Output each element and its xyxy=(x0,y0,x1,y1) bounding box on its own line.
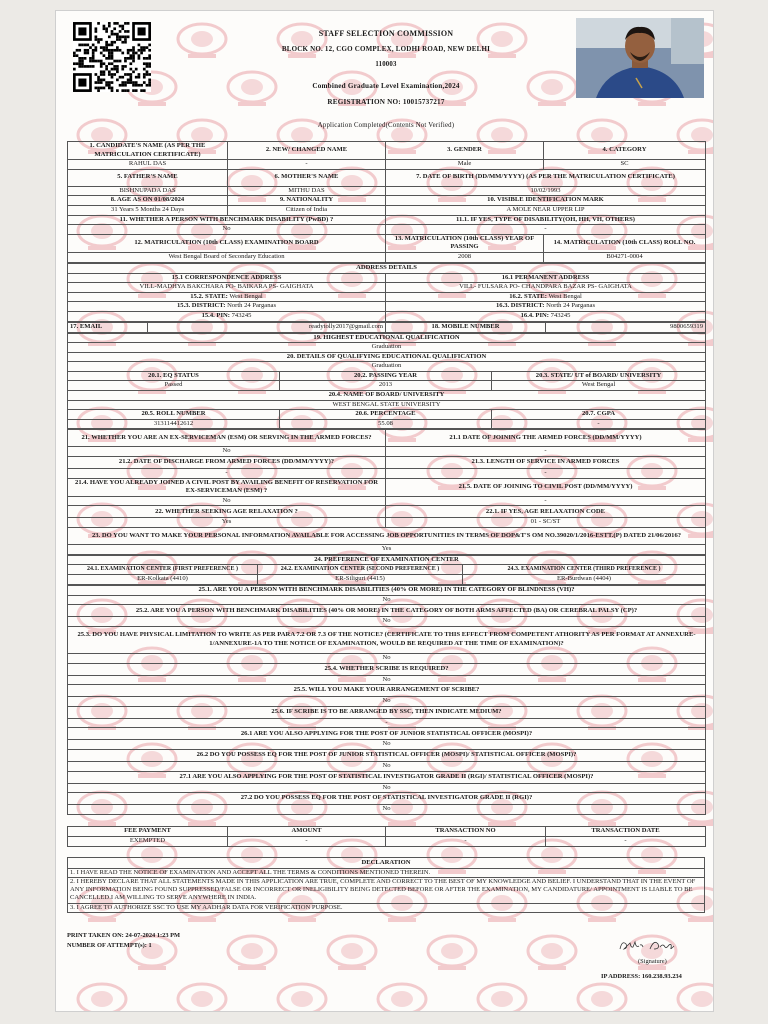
category-value: SC xyxy=(544,160,706,170)
civil-post-value: No xyxy=(68,496,386,506)
declaration-item: 1. I HAVE READ THE NOTICE OF EXAMINATION AND ACCEPT ALL THE TERMS & CONDITIONS MENTIONED THEREIN. xyxy=(68,868,705,877)
ip-address: IP ADDRESS: 160.238.93.234 xyxy=(601,973,682,980)
header-ex-serviceman: 21. WHETHER YOU ARE AN EX-SERVICEMAN (ESM) OR SERVING IN THE ARMED FORCES? xyxy=(68,430,386,447)
answer-26-2: No xyxy=(68,761,706,771)
emblem-watermark-mark xyxy=(278,984,326,1012)
mobile-value: 9800659319 xyxy=(546,322,706,332)
attempt-count: NUMBER OF ATTEMPT(s): 1 xyxy=(67,942,152,949)
header-board-state: 20.3. STATE/ UT of BOARD/ UNIVERSITY xyxy=(492,371,706,381)
emblem-watermark-mark xyxy=(178,984,226,1012)
address-table xyxy=(67,263,706,322)
label: 16.3. DISTRICT: xyxy=(495,302,545,310)
answer-27-1: No xyxy=(68,783,706,793)
relaxation-code: 01 - SC/ST xyxy=(386,518,706,528)
correspondence-district: North 24 Parganas xyxy=(227,302,277,310)
header-center-third: 24.3. EXAMINATION CENTER (THIRD PREFERENCE ) xyxy=(463,565,706,575)
permanent-pin: 743245 xyxy=(550,311,571,319)
email-value: readytolly2017@gmail.com xyxy=(148,322,386,332)
correspondence-state: West Bengal xyxy=(229,292,263,300)
question-26-2: 26.2 DO YOU POSSESS EQ FOR THE POST OF JUNIOR STATISTICAL OFFICER (MOSPI)/ STATISTICAL OFFICER (MOSPI)? xyxy=(68,749,706,761)
permanent-address: VILL- FULSARA PO- CHANDPARA BAZAR PS- GAIGHATA xyxy=(386,283,706,293)
header-civil-post-date: 21.5. DATE OF JOINING TO CIVIL POST (DD/MM/YYYY) xyxy=(386,478,706,496)
qualifying-details: Graduation xyxy=(68,362,706,372)
header-cgpa: 20.7. CGPA xyxy=(492,410,706,420)
declaration-title: DECLARATION xyxy=(68,857,705,868)
answer-25-2: No xyxy=(68,617,706,627)
share-information-value: Yes xyxy=(68,545,706,555)
candidate-name: RAHUL DAS xyxy=(68,160,228,170)
header-discharge-date: 21.2. DATE OF DISCHARGE FROM ARMED FORCES (DD/MM/YYYY)? xyxy=(68,457,386,469)
header-matric-board: 12. MATRICULATION (10th CLASS) EXAMINATION BOARD xyxy=(68,234,386,252)
header-changed-name: 2. NEW/ CHANGED NAME xyxy=(228,142,386,160)
header-center-first: 24.1. EXAMINATION CENTER (FIRST PREFERENCE ) xyxy=(68,565,258,575)
header-correspondence-address: 15.1 CORRESPONDENCE ADDRESS xyxy=(68,273,386,283)
application-status: Application Completed(Contents Not Verified) xyxy=(317,122,455,129)
correspondence-pin: 743245 xyxy=(231,311,252,319)
education-table xyxy=(67,333,706,430)
commission-name: STAFF SELECTION COMMISSION xyxy=(318,29,454,38)
permanent-pin-row xyxy=(386,311,706,321)
emblem-watermark-mark xyxy=(428,936,476,970)
form-body xyxy=(56,141,706,913)
ex-serviceman-value: No xyxy=(68,447,386,457)
declaration-table xyxy=(67,857,705,913)
fee-table xyxy=(67,826,706,847)
board-state: West Bengal xyxy=(492,381,706,391)
header-mobile: 18. MOBILE NUMBER xyxy=(386,322,546,332)
correspondence-state-row xyxy=(68,292,386,302)
header-civil-post: 21.4. HAVE YOU ALREADY JOINED A CIVIL POST BY AVAILING BENEFIT OF RESERVATION FOR EX-SERVICEMAN (ESM) ? xyxy=(68,478,386,496)
header-eq-status: 20.1. EQ STATUS xyxy=(68,371,280,381)
header-transaction-no: TRANSACTION NO xyxy=(386,826,546,836)
correspondence-district-row xyxy=(68,302,386,312)
header-mother-name: 6. MOTHER'S NAME xyxy=(228,169,386,186)
permanent-district-row xyxy=(386,302,706,312)
service-table xyxy=(67,429,706,554)
answer-26-1: No xyxy=(68,740,706,750)
header-roll-number: 20.5. ROLL NUMBER xyxy=(68,410,280,420)
label: 16.2. STATE: xyxy=(509,292,547,300)
percentage: 55.08 xyxy=(280,419,492,429)
signature-label: (Signature) xyxy=(638,958,667,965)
question-25-5: 25.5. WILL YOU MAKE YOUR ARRANGEMENT OF SCRIBE? xyxy=(68,685,706,697)
nationality-value: Citizen of India xyxy=(228,205,386,215)
header-highest-qualification: 19. HIGHEST EDUCATIONAL QUALIFICATION xyxy=(68,333,706,343)
application-form-sheet xyxy=(55,10,714,1012)
answer-25-5: No xyxy=(68,697,706,707)
dob-value: 10/02/1993 xyxy=(386,186,706,196)
question-27-2: 27.2 DO YOU POSSESS EQ FOR THE POST OF STATISTICAL INVESTIGATOR GRADE II (RGI)? xyxy=(68,793,706,805)
qr-code-icon xyxy=(73,22,151,92)
header-exam-center: 24. PREFERENCE OF EXAMINATION CENTER xyxy=(68,555,706,565)
emblem-watermark-mark xyxy=(228,936,276,970)
registration-number: REGISTRATION NO: 10015737217 xyxy=(327,98,445,106)
candidate-photo xyxy=(576,18,704,98)
question-25-1: 25.1. ARE YOU A PERSON WITH BENCHMARK DISABILITIES (40% OR MORE) IN THE CATEGORY OF BLINDNESS (VH)? xyxy=(68,585,706,595)
answer-25-4: No xyxy=(68,675,706,685)
header-age: 8. AGE AS ON 01/08/2024 xyxy=(68,196,228,206)
age-value: 31 Years 5 Months 24 Days xyxy=(68,205,228,215)
mother-name: MITHU DAS xyxy=(228,186,386,196)
age-relaxation-value: Yes xyxy=(68,518,386,528)
correspondence-pin-row xyxy=(68,311,386,321)
question-26-1: 26.1 ARE YOU ALSO APPLYING FOR THE POST OF JUNIOR STATISTICAL OFFICER (MOSPI)? xyxy=(68,728,706,740)
father-name: BISHNUPADA DAS xyxy=(68,186,228,196)
pwbd-value: No xyxy=(68,225,386,235)
question-25-2: 25.2. ARE YOU A PERSON WITH BENCHMARK DISABILITIES (40% OR MORE) IN THE CATEGORY OF BOTH ARMS AFFECTED (BA) OR CEREBRAL PALSY (CP)? xyxy=(68,605,706,617)
label: 15.2. STATE: xyxy=(190,292,228,300)
eq-status: Passed xyxy=(68,381,280,391)
emblem-watermark-mark xyxy=(78,984,126,1012)
highest-qualification: Graduation xyxy=(68,343,706,353)
identification-mark: A MOLE NEAR UPPER LIP xyxy=(386,205,706,215)
emblem-watermark-mark xyxy=(578,984,626,1012)
questions-table xyxy=(67,585,706,815)
service-length: - xyxy=(386,469,706,479)
answer-25-1: No xyxy=(68,595,706,605)
header-university: 20.4. NAME OF BOARD/ UNIVERSITY xyxy=(68,391,706,401)
header-pwbd: 11. WHETHER A PERSON WITH BENCHMARK DISABILITY (PwBD) ? xyxy=(68,215,386,225)
header-joining-date: 21.1 DATE OF JOINING THE ARMED FORCES (DD/MM/YYYY) xyxy=(386,430,706,447)
question-25-4: 25.4. WHETHER SCRIBE IS REQUIRED? xyxy=(68,663,706,675)
header-service-length: 21.3. LENGTH OF SERVICE IN ARMED FORCES xyxy=(386,457,706,469)
header-transaction-date: TRANSACTION DATE xyxy=(546,826,706,836)
cgpa: - xyxy=(492,419,706,429)
permanent-state: West Bengal xyxy=(548,292,582,300)
matric-roll: B04271-0004 xyxy=(544,252,706,262)
matric-year: 2008 xyxy=(386,252,544,262)
correspondence-address: VILL-MADHYA BAKCHARA PO- BAIKARA PS- GAIGHATA xyxy=(68,283,386,293)
header-matric-roll: 14. MATRICULATION (10th CLASS) ROLL NO. xyxy=(544,234,706,252)
civil-post-date: - xyxy=(386,496,706,506)
answer-25-6: - xyxy=(68,718,706,728)
emblem-watermark-mark xyxy=(678,984,714,1012)
header-percentage: 20.6. PERCENTAGE xyxy=(280,410,492,420)
changed-name: - xyxy=(228,160,386,170)
answer-25-3: No xyxy=(68,653,706,663)
university-name: WEST BENGAL STATE UNIVERSITY xyxy=(68,400,706,410)
header-fee-payment: FEE PAYMENT xyxy=(68,826,228,836)
address-section-title: ADDRESS DETAILS xyxy=(68,263,706,273)
emblem-watermark-mark xyxy=(378,984,426,1012)
transaction-date: - xyxy=(546,836,706,846)
passing-year: 2013 xyxy=(280,381,492,391)
emblem-watermark-mark xyxy=(528,936,576,970)
roll-number: 313114412612 xyxy=(68,419,280,429)
signature-image xyxy=(616,936,686,954)
fee-payment: EXEMPTED xyxy=(68,836,228,846)
commission-pin: 110003 xyxy=(375,61,397,68)
header-father-name: 5. FATHER'S NAME xyxy=(68,169,228,186)
emblem-watermark-mark xyxy=(328,936,376,970)
header-qualifying-details: 20. DETAILS OF QUALIFYING EDUCATIONAL QUALIFICATION xyxy=(68,352,706,362)
permanent-state-row xyxy=(386,292,706,302)
declaration-item: 2. I HEREBY DECLARE THAT ALL STATEMENTS MADE IN THIS APPLICATION ARE TRUE, COMPLETE AND CORRECT TO THE BEST OF MY KNOWLEDGE AND BELIEF. I UNDERSTAND THAT IN THE EVENT OF ANY INFORMATION BEING FOUND SUPPRESSED/FALSE OR INCORRECT OR INELIGIBILITY BEING DETECTED BEFORE OR AFTER THE EXAMINATION, MY CANDIDATURE/ APPOINTMENT IS LIABLE TO BE CANCELLED.I AM WILLING TO SERVE ANYWHERE IN INDIA. xyxy=(68,877,705,903)
exam-name: Combined Graduate Level Examination,2024 xyxy=(312,82,460,90)
permanent-district: North 24 Parganas xyxy=(546,302,596,310)
header-permanent-address: 16.1 PERMANENT ADDRESS xyxy=(386,273,706,283)
personal-details-table xyxy=(67,141,706,263)
header-pwbd-type: 11.1. IF YES, TYPE OF DISABILITY(OH, HH, VH, OTHERS) xyxy=(386,215,706,225)
label: 15.4. PIN: xyxy=(201,311,230,319)
header-passing-year: 20.2. PASSING YEAR xyxy=(280,371,492,381)
center-first: ER-Kolkata (4410) xyxy=(68,575,258,585)
pwbd-type-value: - xyxy=(386,225,706,235)
discharge-date: - xyxy=(68,469,386,479)
header-category: 4. CATEGORY xyxy=(544,142,706,160)
commission-address: BLOCK NO. 12, CGO COMPLEX, LODHI ROAD, NEW DELHI xyxy=(281,45,491,53)
header-matric-year: 13. MATRICULATION (10th CLASS) YEAR OF PASSING xyxy=(386,234,544,252)
header-candidate-name: 1. CANDIDATE'S NAME (AS PER THE MATRICULATION CERTIFICATE) xyxy=(68,142,228,160)
header-nationality: 9. NATIONALITY xyxy=(228,196,386,206)
label: 15.3. DISTRICT: xyxy=(176,302,226,310)
question-27-1: 27.1 ARE YOU ALSO APPLYING FOR THE POST OF STATISTICAL INVESTIGATOR GRADE II (RGI)/ STATISTICAL OFFICER (MOSPI)? xyxy=(68,771,706,783)
header-gender: 3. GENDER xyxy=(386,142,544,160)
emblem-watermark-mark xyxy=(478,984,526,1012)
contact-table xyxy=(67,322,706,333)
transaction-no: - xyxy=(386,836,546,846)
header-dob: 7. DATE OF BIRTH (DD/MM/YYYY) (AS PER THE MATRICULATION CERTIFICATE) xyxy=(386,169,706,186)
gender-value: Male xyxy=(386,160,544,170)
exam-center-table xyxy=(67,555,706,585)
question-25-3: 25.3. DO YOU HAVE PHYSICAL LIMITATION TO WRITE AS PER PARA 7.2 OR 7.3 OF THE NOTICE? (CERTIFICATE TO THIS EFFECT FROM COMPETENT ATHORITY AS PER FORMAT AT ANNEXURE-1/ANNEXURE-1A TO THE NOTICE OF EXAMINATION, WOULD BE REQUIRED AT THE TIME OF EXAMINATION)? xyxy=(68,626,706,653)
matric-board: West Bengal Board of Secondary Education xyxy=(68,252,386,262)
header-amount: AMOUNT xyxy=(228,826,386,836)
header-center-second: 24.2. EXAMINATION CENTER (SECOND PREFERENCE ) xyxy=(258,565,463,575)
header-email: 17. EMAIL xyxy=(68,322,148,332)
declaration-item: 3. I AGREE TO AUTHORIZE SSC TO USE MY AADHAR DATA FOR VERIFICATION PURPOSE. xyxy=(68,903,705,912)
header-age-relaxation: 22. WHETHER SEEKING AGE RELAXATION ? xyxy=(68,506,386,518)
answer-27-2: No xyxy=(68,805,706,815)
header-identification-mark: 10. VISIBLE IDENTIFICATION MARK xyxy=(386,196,706,206)
center-second: ER-Siliguri (4415) xyxy=(258,575,463,585)
question-25-6: 25.6. IF SCRIBE IS TO BE ARRANGED BY SSC, THEN INDICATE MEDIUM? xyxy=(68,706,706,718)
center-third: ER-Burdwan (4404) xyxy=(463,575,706,585)
header-relaxation-code: 22.1. IF YES, AGE RELAXATION CODE xyxy=(386,506,706,518)
fee-amount: - xyxy=(228,836,386,846)
header-share-information: 23. DO YOU WANT TO MAKE YOUR PERSONAL INFORMATION AVAILABLE FOR ACCESSING JOB OPPORTUNITIES IN TERMS OF DOP&T'S OM NO.39020/1/2016-ESTT.(P) DATED 21/06/2016? xyxy=(68,528,706,545)
print-timestamp: PRINT TAKEN ON: 24-07-2024 1:23 PM xyxy=(67,932,181,939)
joining-date: - xyxy=(386,447,706,457)
label: 16.4. PIN: xyxy=(520,311,549,319)
